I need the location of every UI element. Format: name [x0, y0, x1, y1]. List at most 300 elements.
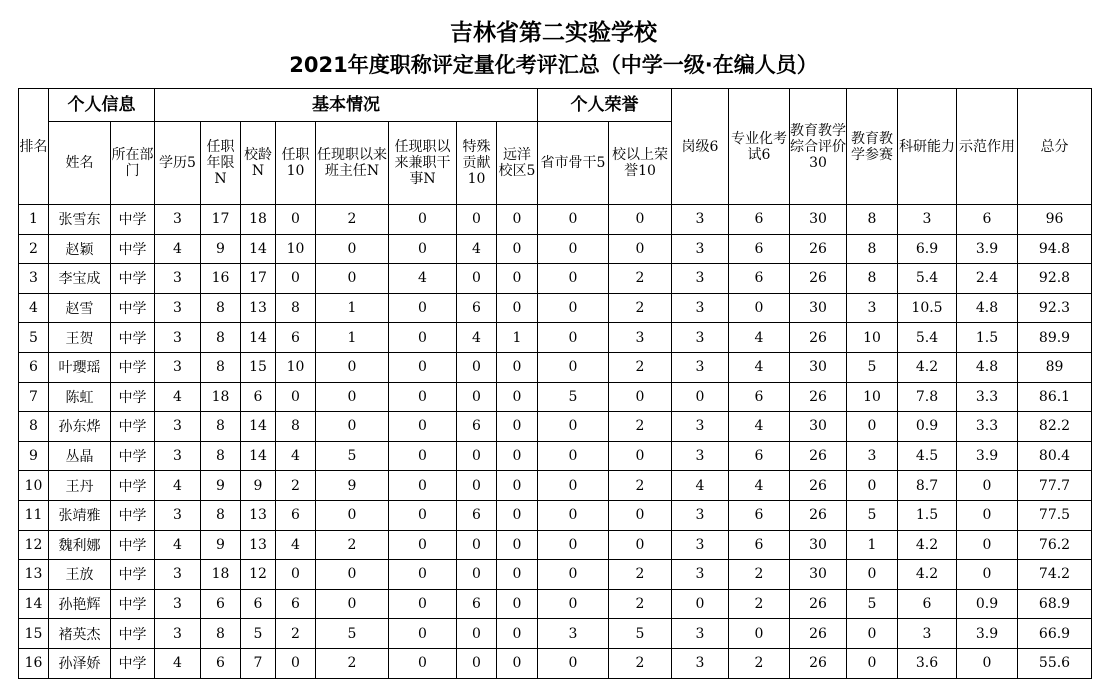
cell-name: 丛晶: [49, 441, 111, 471]
cell-backbone: 0: [538, 323, 609, 353]
cell-remote: 0: [497, 234, 538, 264]
cell-remote: 0: [497, 412, 538, 442]
cell-concurrent: 0: [389, 205, 457, 235]
cell-dept: 中学: [111, 530, 155, 560]
cell-backbone: 0: [538, 234, 609, 264]
cell-backbone: 0: [538, 352, 609, 382]
cell-concurrent: 0: [389, 589, 457, 619]
cell-rank: 1: [19, 205, 49, 235]
table-row: [19, 352, 1092, 382]
cell-backbone: 0: [538, 412, 609, 442]
cell-special: 4: [457, 234, 497, 264]
cell-head-teacher: 5: [316, 441, 389, 471]
cell-years-in-post: 8: [201, 619, 241, 649]
cell-school-age: 12: [241, 560, 276, 590]
cell-edu: 3: [155, 293, 201, 323]
cell-research: 7.8: [898, 382, 957, 412]
cell-head-teacher: 0: [316, 500, 389, 530]
cell-dept: 中学: [111, 382, 155, 412]
cell-total: 92.3: [1018, 293, 1092, 323]
cell-concurrent: 0: [389, 560, 457, 590]
header-teach-eval: 教育教学综合评价30: [790, 89, 847, 205]
cell-school-honor: 2: [609, 471, 672, 501]
cell-teach-contest: 3: [847, 441, 898, 471]
cell-post: 6: [276, 323, 316, 353]
cell-years-in-post: 9: [201, 234, 241, 264]
cell-school-age: 17: [241, 264, 276, 294]
table-row: [19, 412, 1092, 442]
cell-name: 叶瓔瑶: [49, 352, 111, 382]
cell-years-in-post: 8: [201, 352, 241, 382]
cell-dept: 中学: [111, 323, 155, 353]
cell-school-age: 13: [241, 500, 276, 530]
table-row: [19, 648, 1092, 678]
cell-rank: 3: [19, 264, 49, 294]
cell-teach-contest: 5: [847, 500, 898, 530]
cell-teach-contest: 3: [847, 293, 898, 323]
cell-years-in-post: 8: [201, 412, 241, 442]
cell-research: 0.9: [898, 412, 957, 442]
cell-total: 80.4: [1018, 441, 1092, 471]
cell-concurrent: 0: [389, 352, 457, 382]
cell-research: 4.2: [898, 352, 957, 382]
cell-teach-eval: 26: [790, 323, 847, 353]
cell-school-age: 6: [241, 589, 276, 619]
table-row: [19, 205, 1092, 235]
cell-research: 5.4: [898, 264, 957, 294]
cell-teach-eval: 26: [790, 234, 847, 264]
cell-backbone: 0: [538, 589, 609, 619]
cell-teach-eval: 26: [790, 382, 847, 412]
cell-total: 76.2: [1018, 530, 1092, 560]
cell-special: 0: [457, 441, 497, 471]
header-edu: 学历5: [155, 122, 201, 205]
header-prof-exam: 专业化考试6: [729, 89, 790, 205]
cell-level: 0: [672, 589, 729, 619]
cell-research: 1.5: [898, 500, 957, 530]
cell-head-teacher: 0: [316, 352, 389, 382]
cell-dept: 中学: [111, 619, 155, 649]
table-row: [19, 323, 1092, 353]
table-row: [19, 382, 1092, 412]
cell-teach-eval: 26: [790, 471, 847, 501]
cell-rank: 14: [19, 589, 49, 619]
cell-school-age: 14: [241, 234, 276, 264]
cell-teach-eval: 26: [790, 589, 847, 619]
cell-demo: 2.4: [957, 264, 1018, 294]
cell-teach-contest: 0: [847, 471, 898, 501]
cell-dept: 中学: [111, 205, 155, 235]
cell-school-age: 9: [241, 471, 276, 501]
cell-remote: 1: [497, 323, 538, 353]
cell-school-honor: 2: [609, 648, 672, 678]
cell-head-teacher: 0: [316, 382, 389, 412]
cell-post: 6: [276, 500, 316, 530]
cell-prof-exam: 4: [729, 352, 790, 382]
cell-school-age: 13: [241, 530, 276, 560]
cell-school-honor: 0: [609, 234, 672, 264]
cell-school-honor: 0: [609, 205, 672, 235]
cell-teach-contest: 10: [847, 323, 898, 353]
cell-concurrent: 4: [389, 264, 457, 294]
cell-special: 6: [457, 412, 497, 442]
cell-demo: 4.8: [957, 293, 1018, 323]
header-head-teacher: 任现职以来班主任N: [316, 122, 389, 205]
cell-level: 3: [672, 205, 729, 235]
cell-name: 张雪东: [49, 205, 111, 235]
cell-backbone: 0: [538, 471, 609, 501]
cell-school-honor: 0: [609, 500, 672, 530]
cell-years-in-post: 8: [201, 500, 241, 530]
cell-rank: 16: [19, 648, 49, 678]
cell-dept: 中学: [111, 412, 155, 442]
cell-concurrent: 0: [389, 441, 457, 471]
cell-school-age: 13: [241, 293, 276, 323]
cell-edu: 3: [155, 323, 201, 353]
cell-school-age: 7: [241, 648, 276, 678]
document-subtitle: 2021年度职称评定量化考评汇总（中学一级·在编人员）: [289, 53, 818, 77]
cell-total: 74.2: [1018, 560, 1092, 590]
cell-backbone: 0: [538, 264, 609, 294]
table-row: [19, 441, 1092, 471]
cell-remote: 0: [497, 205, 538, 235]
cell-rank: 7: [19, 382, 49, 412]
cell-head-teacher: 2: [316, 530, 389, 560]
cell-prof-exam: 6: [729, 530, 790, 560]
cell-years-in-post: 8: [201, 441, 241, 471]
cell-backbone: 0: [538, 560, 609, 590]
cell-post: 4: [276, 441, 316, 471]
cell-post: 10: [276, 352, 316, 382]
cell-backbone: 0: [538, 500, 609, 530]
cell-level: 3: [672, 293, 729, 323]
cell-years-in-post: 8: [201, 323, 241, 353]
cell-dept: 中学: [111, 352, 155, 382]
cell-research: 3: [898, 205, 957, 235]
cell-head-teacher: 0: [316, 264, 389, 294]
header-group-personal: 个人信息: [49, 89, 155, 122]
cell-level: 3: [672, 264, 729, 294]
cell-teach-eval: 26: [790, 500, 847, 530]
header-school-honor: 校以上荣誉10: [609, 122, 672, 205]
cell-teach-eval: 30: [790, 352, 847, 382]
cell-dept: 中学: [111, 471, 155, 501]
cell-rank: 8: [19, 412, 49, 442]
cell-special: 0: [457, 382, 497, 412]
cell-remote: 0: [497, 441, 538, 471]
cell-school-honor: 0: [609, 382, 672, 412]
cell-post: 8: [276, 412, 316, 442]
cell-teach-contest: 8: [847, 205, 898, 235]
cell-special: 6: [457, 293, 497, 323]
cell-special: 0: [457, 205, 497, 235]
cell-school-honor: 0: [609, 441, 672, 471]
table-row: [19, 560, 1092, 590]
table-row: [19, 234, 1092, 264]
cell-edu: 4: [155, 471, 201, 501]
cell-edu: 3: [155, 352, 201, 382]
table-row: [19, 589, 1092, 619]
cell-backbone: 0: [538, 441, 609, 471]
cell-years-in-post: 17: [201, 205, 241, 235]
cell-teach-contest: 0: [847, 412, 898, 442]
cell-demo: 3.9: [957, 234, 1018, 264]
cell-dept: 中学: [111, 293, 155, 323]
cell-rank: 12: [19, 530, 49, 560]
cell-rank: 2: [19, 234, 49, 264]
table-row: [19, 530, 1092, 560]
table-row: [19, 619, 1092, 649]
cell-demo: 0: [957, 471, 1018, 501]
cell-school-honor: 2: [609, 293, 672, 323]
cell-demo: 1.5: [957, 323, 1018, 353]
cell-remote: 0: [497, 530, 538, 560]
cell-demo: 0: [957, 648, 1018, 678]
cell-total: 55.6: [1018, 648, 1092, 678]
cell-edu: 4: [155, 382, 201, 412]
cell-post: 10: [276, 234, 316, 264]
cell-years-in-post: 18: [201, 560, 241, 590]
cell-years-in-post: 6: [201, 648, 241, 678]
cell-rank: 6: [19, 352, 49, 382]
table-row: [19, 293, 1092, 323]
cell-special: 0: [457, 352, 497, 382]
cell-level: 3: [672, 441, 729, 471]
header-group-basic: 基本情况: [155, 89, 538, 122]
cell-prof-exam: 2: [729, 560, 790, 590]
header-group-honor: 个人荣誉: [538, 89, 672, 122]
cell-research: 6.9: [898, 234, 957, 264]
cell-name: 王放: [49, 560, 111, 590]
cell-demo: 3.3: [957, 382, 1018, 412]
cell-teach-eval: 30: [790, 530, 847, 560]
cell-research: 3: [898, 619, 957, 649]
cell-level: 3: [672, 323, 729, 353]
cell-name: 陈虹: [49, 382, 111, 412]
cell-post: 2: [276, 471, 316, 501]
header-name: 姓名: [49, 122, 111, 205]
cell-edu: 3: [155, 412, 201, 442]
cell-total: 89: [1018, 352, 1092, 382]
cell-teach-eval: 30: [790, 412, 847, 442]
cell-dept: 中学: [111, 500, 155, 530]
cell-school-honor: 0: [609, 530, 672, 560]
cell-post: 0: [276, 560, 316, 590]
cell-level: 3: [672, 234, 729, 264]
cell-research: 4.2: [898, 560, 957, 590]
cell-level: 0: [672, 382, 729, 412]
cell-post: 0: [276, 648, 316, 678]
cell-rank: 10: [19, 471, 49, 501]
header-school-age: 校龄N: [241, 122, 276, 205]
cell-concurrent: 0: [389, 500, 457, 530]
cell-prof-exam: 0: [729, 619, 790, 649]
cell-prof-exam: 4: [729, 471, 790, 501]
cell-rank: 15: [19, 619, 49, 649]
cell-prof-exam: 6: [729, 234, 790, 264]
header-total: 总分: [1018, 89, 1092, 205]
cell-school-age: 15: [241, 352, 276, 382]
cell-backbone: 3: [538, 619, 609, 649]
cell-name: 赵颖: [49, 234, 111, 264]
cell-head-teacher: 5: [316, 619, 389, 649]
header-rank: 排名: [19, 89, 49, 205]
cell-backbone: 0: [538, 648, 609, 678]
cell-head-teacher: 0: [316, 589, 389, 619]
header-concurrent: 任现职以来兼职干事N: [389, 122, 457, 205]
cell-backbone: 0: [538, 205, 609, 235]
cell-teach-eval: 30: [790, 560, 847, 590]
cell-concurrent: 0: [389, 382, 457, 412]
cell-edu: 3: [155, 589, 201, 619]
cell-edu: 3: [155, 441, 201, 471]
cell-demo: 0: [957, 500, 1018, 530]
cell-research: 4.2: [898, 530, 957, 560]
cell-teach-contest: 0: [847, 619, 898, 649]
cell-dept: 中学: [111, 589, 155, 619]
cell-remote: 0: [497, 560, 538, 590]
cell-teach-contest: 0: [847, 648, 898, 678]
cell-concurrent: 0: [389, 530, 457, 560]
header-remote: 远洋校区5: [497, 122, 538, 205]
cell-teach-contest: 10: [847, 382, 898, 412]
table-row: [19, 264, 1092, 294]
cell-remote: 0: [497, 589, 538, 619]
cell-concurrent: 0: [389, 293, 457, 323]
cell-head-teacher: 0: [316, 234, 389, 264]
cell-teach-contest: 8: [847, 264, 898, 294]
cell-teach-contest: 0: [847, 560, 898, 590]
cell-head-teacher: 2: [316, 205, 389, 235]
cell-school-honor: 2: [609, 264, 672, 294]
cell-prof-exam: 6: [729, 205, 790, 235]
header-research: 科研能力: [898, 89, 957, 205]
score-table: [18, 88, 1092, 679]
cell-remote: 0: [497, 352, 538, 382]
cell-teach-eval: 26: [790, 648, 847, 678]
cell-name: 孙泽娇: [49, 648, 111, 678]
cell-head-teacher: 9: [316, 471, 389, 501]
document-title: 吉林省第二实验学校: [450, 20, 657, 46]
cell-school-age: 5: [241, 619, 276, 649]
cell-prof-exam: 4: [729, 412, 790, 442]
cell-rank: 4: [19, 293, 49, 323]
cell-total: 77.5: [1018, 500, 1092, 530]
cell-post: 0: [276, 264, 316, 294]
cell-name: 李宝成: [49, 264, 111, 294]
cell-years-in-post: 18: [201, 382, 241, 412]
cell-dept: 中学: [111, 264, 155, 294]
cell-rank: 11: [19, 500, 49, 530]
cell-teach-eval: 26: [790, 441, 847, 471]
cell-teach-contest: 1: [847, 530, 898, 560]
cell-school-honor: 2: [609, 412, 672, 442]
cell-special: 0: [457, 264, 497, 294]
cell-dept: 中学: [111, 648, 155, 678]
cell-total: 82.2: [1018, 412, 1092, 442]
cell-school-honor: 3: [609, 323, 672, 353]
table-row: [19, 500, 1092, 530]
cell-total: 89.9: [1018, 323, 1092, 353]
header-years-in-post: 任职年限N: [201, 122, 241, 205]
cell-level: 4: [672, 471, 729, 501]
cell-total: 77.7: [1018, 471, 1092, 501]
cell-prof-exam: 6: [729, 264, 790, 294]
cell-prof-exam: 2: [729, 648, 790, 678]
cell-prof-exam: 6: [729, 441, 790, 471]
cell-special: 4: [457, 323, 497, 353]
cell-dept: 中学: [111, 441, 155, 471]
cell-head-teacher: 0: [316, 560, 389, 590]
cell-research: 4.5: [898, 441, 957, 471]
cell-school-honor: 2: [609, 589, 672, 619]
cell-total: 68.9: [1018, 589, 1092, 619]
cell-post: 6: [276, 589, 316, 619]
cell-remote: 0: [497, 264, 538, 294]
cell-special: 0: [457, 648, 497, 678]
cell-teach-eval: 30: [790, 205, 847, 235]
cell-backbone: 5: [538, 382, 609, 412]
cell-edu: 4: [155, 530, 201, 560]
cell-demo: 6: [957, 205, 1018, 235]
header-backbone: 省市骨干5: [538, 122, 609, 205]
cell-research: 6: [898, 589, 957, 619]
cell-research: 3.6: [898, 648, 957, 678]
table-body: [19, 205, 1092, 679]
cell-special: 0: [457, 619, 497, 649]
cell-name: 王贺: [49, 323, 111, 353]
cell-backbone: 0: [538, 293, 609, 323]
cell-remote: 0: [497, 619, 538, 649]
cell-demo: 3.3: [957, 412, 1018, 442]
cell-demo: 0: [957, 530, 1018, 560]
cell-edu: 3: [155, 264, 201, 294]
cell-concurrent: 0: [389, 471, 457, 501]
cell-backbone: 0: [538, 530, 609, 560]
cell-concurrent: 0: [389, 234, 457, 264]
cell-head-teacher: 0: [316, 412, 389, 442]
cell-concurrent: 0: [389, 412, 457, 442]
cell-prof-exam: 2: [729, 589, 790, 619]
cell-level: 3: [672, 352, 729, 382]
cell-years-in-post: 9: [201, 471, 241, 501]
cell-remote: 0: [497, 293, 538, 323]
cell-total: 96: [1018, 205, 1092, 235]
cell-edu: 3: [155, 560, 201, 590]
header-special: 特殊贡献10: [457, 122, 497, 205]
cell-name: 张靖雅: [49, 500, 111, 530]
cell-level: 3: [672, 648, 729, 678]
cell-name: 褚英杰: [49, 619, 111, 649]
cell-name: 孙东烨: [49, 412, 111, 442]
cell-post: 4: [276, 530, 316, 560]
cell-prof-exam: 6: [729, 382, 790, 412]
cell-teach-contest: 8: [847, 234, 898, 264]
cell-special: 0: [457, 560, 497, 590]
header-teach-contest: 教育教学参赛: [847, 89, 898, 205]
cell-school-honor: 2: [609, 560, 672, 590]
cell-years-in-post: 6: [201, 589, 241, 619]
cell-research: 10.5: [898, 293, 957, 323]
cell-special: 6: [457, 589, 497, 619]
cell-post: 2: [276, 619, 316, 649]
cell-teach-eval: 26: [790, 264, 847, 294]
cell-edu: 4: [155, 234, 201, 264]
header-dept: 所在部门: [111, 122, 155, 205]
cell-level: 3: [672, 412, 729, 442]
cell-level: 3: [672, 560, 729, 590]
cell-remote: 0: [497, 500, 538, 530]
